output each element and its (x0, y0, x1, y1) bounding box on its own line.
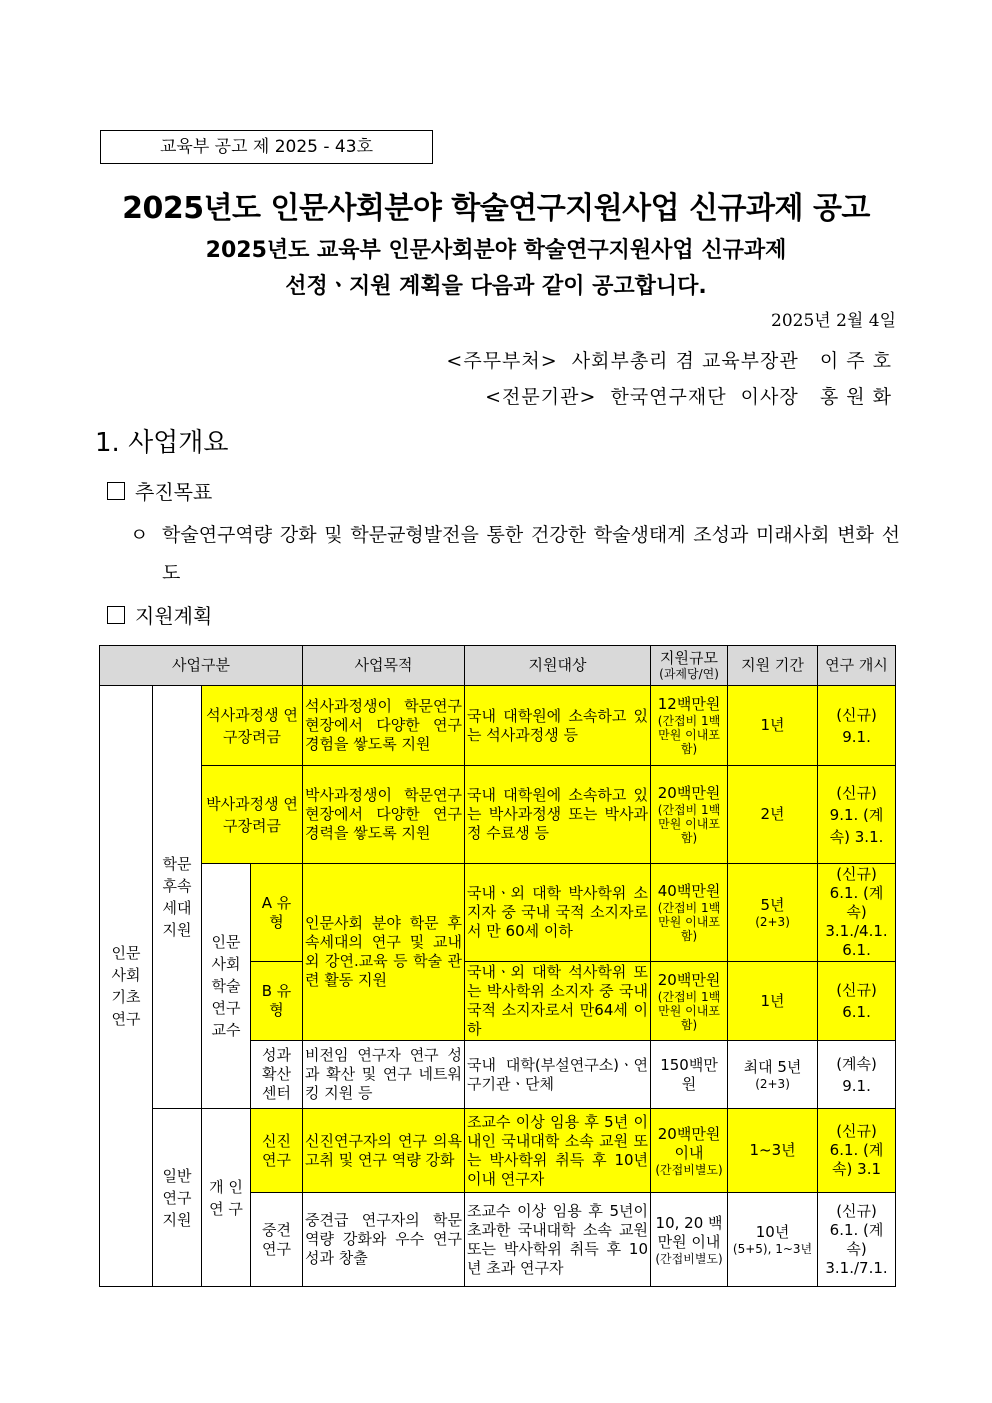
row-target-mid-career: 조교수 이상 임용 후 5년이 초과한 국내대학 소속 교원 또는 박사학위 취득 후 10년 초과 연구자 (465, 1193, 651, 1287)
scale-note: (간접비 1백만원 이내포함) (657, 901, 721, 943)
row-start-master: (신규) 9.1. (818, 686, 896, 766)
row-name-center: 성과 확산 센터 (251, 1041, 303, 1109)
row-name-prof-a: A 유 형 (251, 864, 303, 962)
row-scale-center: 150백만원 (651, 1041, 728, 1109)
row-scale-mid-career (651, 1193, 728, 1287)
row-scale-doctor (651, 766, 728, 864)
row-target-center: 국내 대학(부설연구소)ㆍ연구기관ㆍ단체 (465, 1041, 651, 1109)
subtitle-line-2: 선정ㆍ지원 계획을 다음과 같이 공고합니다. (285, 274, 707, 299)
announcement-date: 2025년 2월 4일 (771, 311, 896, 331)
table-row (100, 686, 896, 766)
period-note: (5+5), 1~3년 (732, 1242, 813, 1256)
period-value: 5년 (760, 896, 785, 914)
signer-ministry: <주무부처> 사회부총리 겸 교육부장관 이 주 호 (446, 350, 892, 372)
goal-bullet (130, 516, 900, 592)
row-name-mid-career: 중견 연구 (251, 1193, 303, 1287)
goal-heading (107, 476, 212, 505)
period-value: 최대 5년 (743, 1058, 802, 1076)
scale-value: 20백만원 (657, 970, 721, 989)
scale-note: (간접비 1백만원 이내포함) (657, 989, 721, 1032)
section-heading: 1. 사업개요 (95, 428, 229, 458)
checkbox-square-icon (107, 482, 125, 500)
scale-note: (간접비별도) (655, 1162, 723, 1177)
support-plan-table (99, 645, 896, 1287)
row-scale-prof-a (651, 864, 728, 962)
scale-note: (간접비 1백만원 이내포함) (657, 803, 721, 845)
row-purpose-new-researcher: 신진연구자의 연구 의욕 고취 및 연구 역량 강화 (303, 1109, 465, 1193)
row-purpose-doctor: 박사과정생이 학문연구 현장에서 다양한 연구 경력을 쌓도록 지원 (303, 766, 465, 864)
table-row (100, 1109, 896, 1193)
row-period-new-researcher: 1~3년 (728, 1109, 818, 1193)
header-scale-unit: (과제당/연) (659, 667, 719, 681)
page-title: 2025년도 인문사회분야 학술연구지원사업 신규과제 공고 (122, 191, 870, 226)
header-start: 연구 개시 (818, 646, 896, 686)
row-name-master: 석사과정생 연구장려금 (202, 686, 303, 766)
group-individual-research: 개 인 연 구 (202, 1109, 251, 1287)
row-period-prof-a (728, 864, 818, 962)
plan-heading (107, 600, 212, 629)
row-scale-master (651, 686, 728, 766)
scale-value: 20백만원 (657, 784, 721, 802)
row-scale-prof-b (651, 962, 728, 1041)
row-start-center: (계속) 9.1. (818, 1041, 896, 1109)
table-row (100, 864, 896, 962)
header-scale-label: 지원규모 (660, 649, 719, 667)
plan-heading-label: 지원계획 (135, 604, 213, 628)
scale-value: 10, 20 백만원 이내 (655, 1213, 723, 1251)
row-start-prof-a: (신규) 6.1. (계속) 3.1./4.1. 6.1. (818, 864, 896, 962)
header-target: 지원대상 (465, 646, 651, 686)
goal-text: 학술연구역량 강화 및 학문균형발전을 통한 건강한 학술생태계 조성과 미래사회 변화 선도 (162, 524, 900, 584)
row-start-doctor: (신규) 9.1. (계속) 3.1. (818, 766, 896, 864)
row-target-doctor: 국내 대학원에 소속하고 있는 박사과정생 또는 박사과정 수료생 등 (465, 766, 651, 864)
header-scale (651, 646, 728, 686)
checkbox-square-icon (107, 606, 125, 624)
header-purpose: 사업목적 (303, 646, 465, 686)
group-general-research: 일반 연구 지원 (153, 1109, 202, 1287)
subtitle-line-1: 2025년도 교육부 인문사회분야 학술연구지원사업 신규과제 (205, 238, 787, 263)
group-basic-research: 인문 사회 기초 연구 (100, 686, 153, 1287)
group-next-generation: 학문 후속 세대 지원 (153, 686, 202, 1109)
row-period-master: 1년 (728, 686, 818, 766)
row-purpose-professor: 인문사회 분야 학문 후속세대의 연구 및 교내외 강연.교육 등 학술 관련 활동 지원 (303, 864, 465, 1041)
row-name-prof-b: B 유 형 (251, 962, 303, 1041)
period-note: (2+3) (755, 915, 790, 929)
row-purpose-center: 비전임 연구자 연구 성과 확산 및 연구 네트워킹 지원 등 (303, 1041, 465, 1109)
row-period-doctor: 2년 (728, 766, 818, 864)
table-header-row (100, 646, 896, 686)
row-target-master: 국내 대학원에 소속하고 있는 석사과정생 등 (465, 686, 651, 766)
scale-note: (간접비 1백만원 이내포함) (657, 714, 721, 756)
notice-number-box: 교육부 공고 제 2025 - 43호 (100, 130, 433, 164)
signer-agency: <전문기관> 한국연구재단 이사장 홍 원 화 (485, 386, 892, 408)
bullet-circle-icon: ㅇ (130, 524, 149, 546)
row-purpose-mid-career: 중견급 연구자의 학문 역량 강화와 우수 연구성과 창출 (303, 1193, 465, 1287)
scale-value: 20백만원 이내 (657, 1124, 721, 1162)
scale-value: 40백만원 (657, 882, 721, 900)
row-target-new-researcher: 조교수 이상 임용 후 5년 이내인 국내대학 소속 교원 또는 박사학위 취득 후 10년 이내 연구자 (465, 1109, 651, 1193)
row-name-doctor: 박사과정생 연구장려금 (202, 766, 303, 864)
scale-value: 12백만원 (657, 695, 721, 713)
row-start-mid-career: (신규) 6.1. (계속) 3.1./7.1. (818, 1193, 896, 1287)
row-scale-new-researcher (651, 1109, 728, 1193)
row-start-new-researcher: (신규) 6.1. (계속) 3.1 (818, 1109, 896, 1193)
row-purpose-master: 석사과정생이 학문연구 현장에서 다양한 연구 경험을 쌓도록 지원 (303, 686, 465, 766)
row-target-prof-a: 국내ㆍ외 대학 박사학위 소지자 중 국내 국적 소지자로서 만 60세 이하 (465, 864, 651, 962)
row-period-mid-career (728, 1193, 818, 1287)
row-period-prof-b: 1년 (728, 962, 818, 1041)
goal-heading-label: 추진목표 (135, 480, 213, 504)
period-note: (2+3) (755, 1077, 790, 1091)
group-research-professor: 인문 사회 학술 연구 교수 (202, 864, 251, 1109)
period-value: 10년 (755, 1223, 790, 1241)
row-period-center (728, 1041, 818, 1109)
row-target-prof-b: 국내ㆍ외 대학 석사학위 또는 박사학위 소지자 중 국내 국적 소지자로서 만64세 이하 (465, 962, 651, 1041)
scale-note: (간접비별도) (655, 1251, 723, 1266)
header-category: 사업구분 (100, 646, 303, 686)
header-period: 지원 기간 (728, 646, 818, 686)
row-start-prof-b: (신규) 6.1. (818, 962, 896, 1041)
table-row (100, 766, 896, 864)
row-name-new-researcher: 신진 연구 (251, 1109, 303, 1193)
